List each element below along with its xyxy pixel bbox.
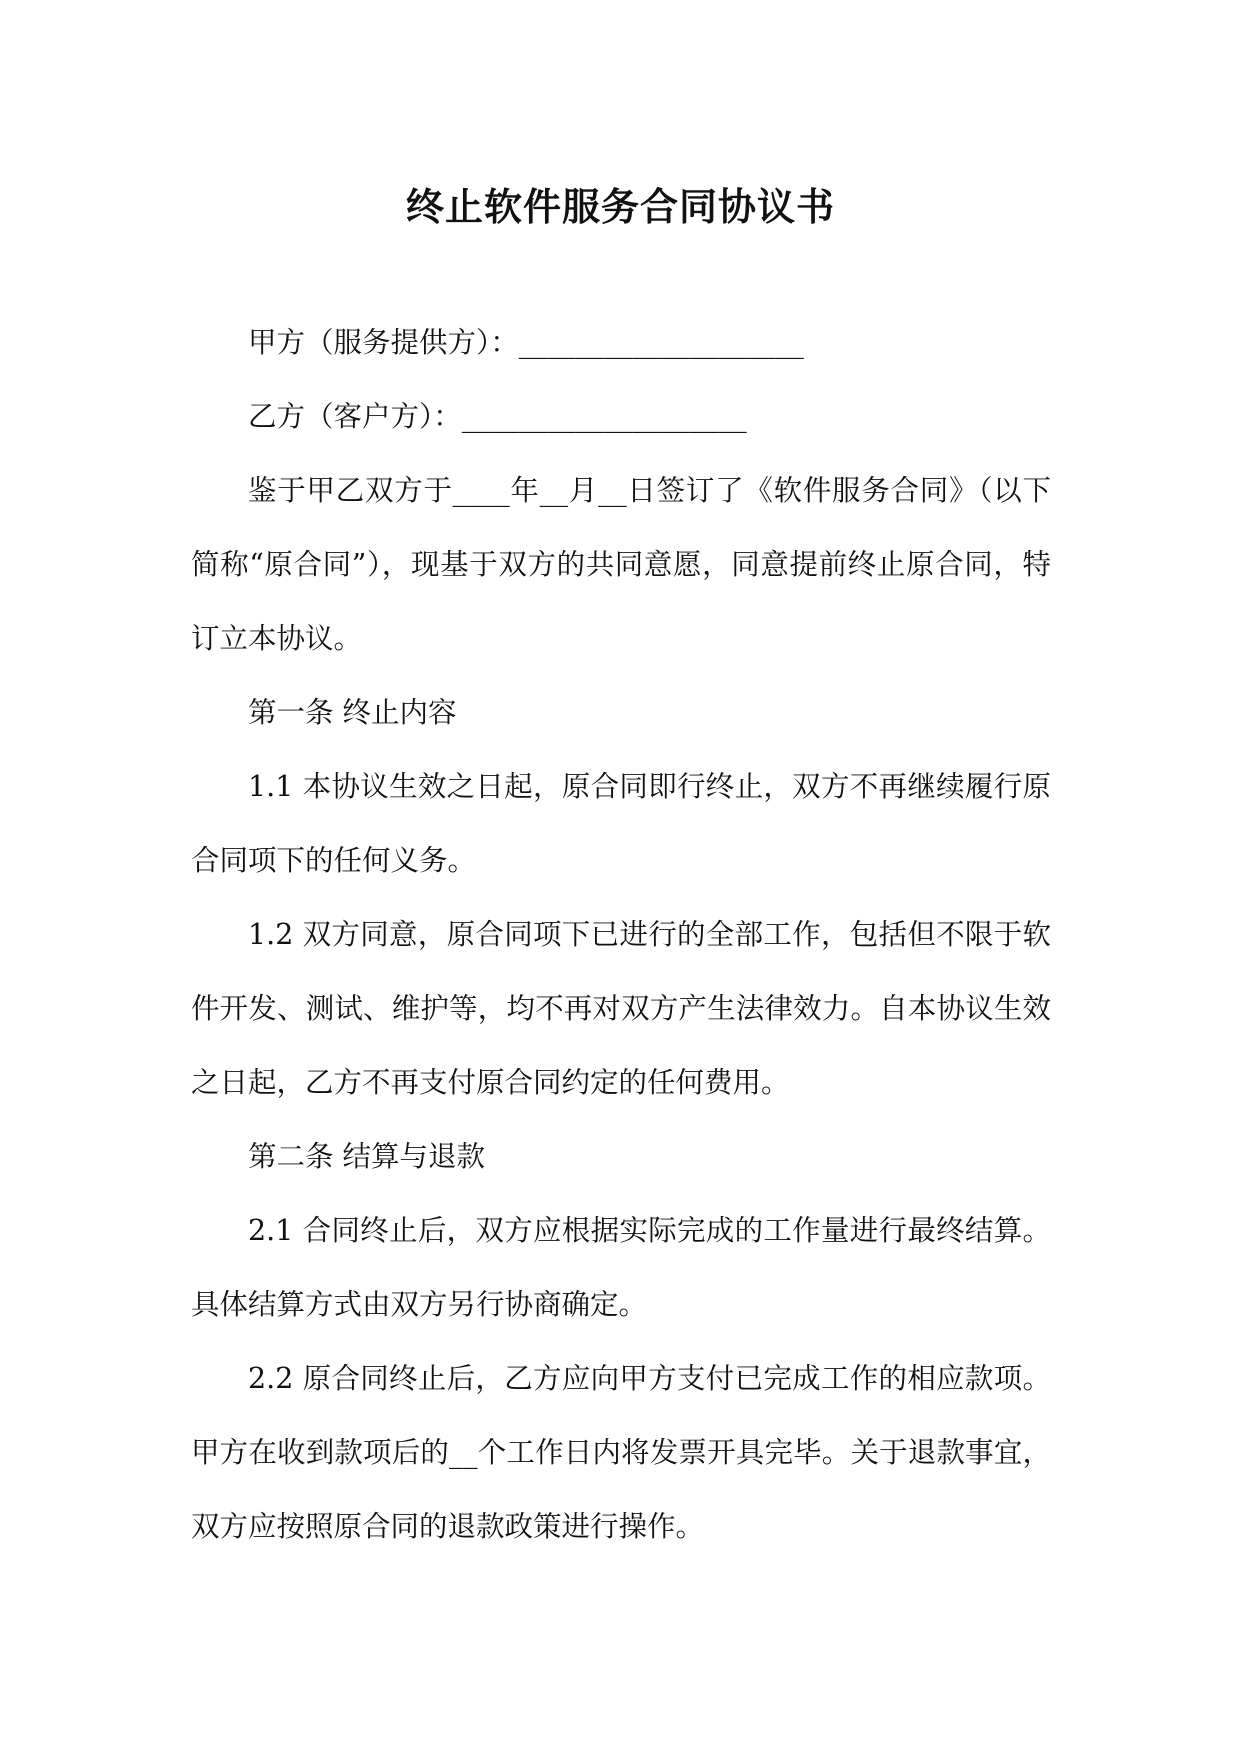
clause-1-1: 1.1 本协议生效之日起，原合同即行终止，双方不再继续履行原合同项下的任何义务。 — [191, 770, 1051, 877]
clause-2-2: 2.2 原合同终止后，乙方应向甲方支付已完成工作的相应款项。甲方在收到款项后的__个工作日内将发票开具完毕。关于退款事宜，双方应按照原合同的退款政策进行操作。 — [191, 1362, 1051, 1543]
article-2-heading: 第二条 结算与退款 — [248, 1140, 486, 1173]
party-a-line: 甲方（服务提供方）：____________________ — [248, 326, 804, 359]
document-body — [191, 306, 1051, 1564]
clause-2-1: 2.1 合同终止后，双方应根据实际完成的工作量进行最终结算。具体结算方式由双方另行协商确定。 — [191, 1214, 1051, 1321]
clause-1-2: 1.2 双方同意，原合同项下已进行的全部工作，包括但不限于软件开发、测试、维护等，均不再对双方产生法律效力。自本协议生效之日起，乙方不再支付原合同约定的任何费用。 — [191, 918, 1051, 1099]
party-b-line: 乙方（客户方）：____________________ — [248, 400, 747, 433]
document-title: 终止软件服务合同协议书 — [405, 185, 835, 229]
article-1-heading: 第一条 终止内容 — [248, 696, 457, 729]
preamble-paragraph: 鉴于甲乙双方于____年__月__日签订了《软件服务合同》（以下简称“原合同”），现基于双方的共同意愿，同意提前终止原合同，特订立本协议。 — [191, 474, 1051, 655]
